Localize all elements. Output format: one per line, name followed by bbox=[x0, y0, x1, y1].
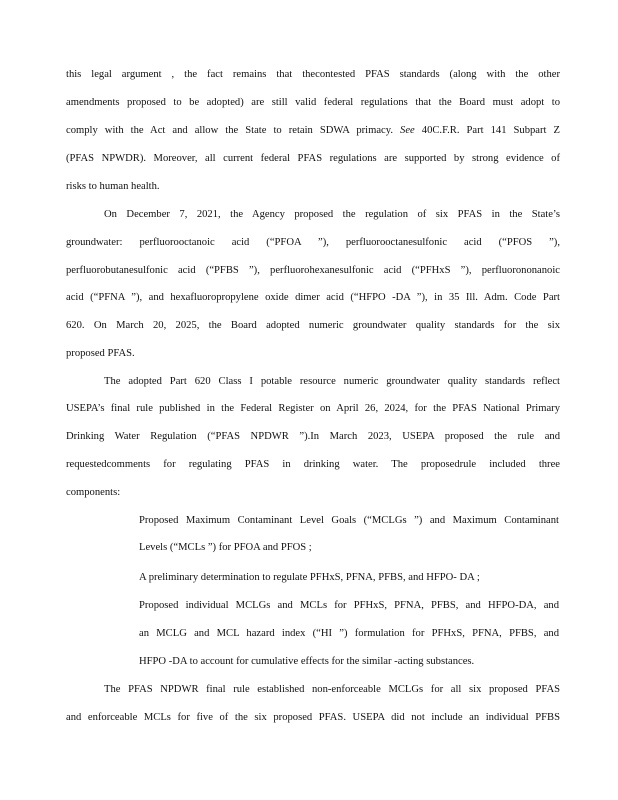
text-line: components: bbox=[66, 487, 121, 498]
text-line: acid (“PFNA ”), and hexafluoropropylene oxide dimer acid (“HFPO -DA ”), in 35 Ill. Adm. Code Part bbox=[66, 292, 560, 303]
text-line: On December 7, 2021, the Agency proposed the regulation of six PFAS in the State’s bbox=[104, 209, 560, 220]
text-line: risks to human health. bbox=[66, 181, 160, 192]
text-line: Levels (“MCLs ”) for PFOA and PFOS ; bbox=[139, 542, 312, 553]
text-line: Proposed Maximum Contaminant Level Goals (“MCLGs ”) and Maximum Contaminant bbox=[139, 515, 559, 526]
text-line: 620. On March 20, 2025, the Board adopted numeric groundwater quality standards for the six bbox=[66, 320, 560, 331]
citation-signal: See bbox=[400, 125, 415, 136]
text-line: Proposed individual MCLGs and MCLs for PFHxS, PFNA, PFBS, and HFPO-DA, and bbox=[139, 600, 559, 611]
text-line: groundwater: perfluorooctanoic acid (“PFOA ”), perfluorooctanesulfonic acid (“PFOS ”), bbox=[66, 237, 560, 248]
citation: 40C.F.R. Part 141 Subpart Z bbox=[421, 125, 560, 136]
text-line: this legal argument , the fact remains that thecontested PFAS standards (along with the other bbox=[66, 69, 560, 80]
text-line: perfluorobutanesulfonic acid (“PFBS ”), perfluorohexanesulfonic acid (“PFHxS ”), perfluorononanoic bbox=[66, 265, 560, 276]
bullet-icon bbox=[115, 571, 125, 585]
bullet-icon bbox=[115, 514, 125, 528]
text-line: The PFAS NPDWR final rule established non-enforceable MCLGs for all six proposed PFAS bbox=[104, 684, 560, 695]
text-line: The adopted Part 620 Class I potable resource numeric groundwater quality standards reflect bbox=[104, 376, 560, 387]
text-line: (PFAS NPWDR). Moreover, all current federal PFAS regulations are supported by strong evidence of bbox=[66, 153, 560, 164]
text-line: amendments proposed to be adopted) are still valid federal regulations that the Board must adopt to bbox=[66, 97, 560, 108]
text-line: and enforceable MCLs for five of the six proposed PFAS. USEPA did not include an individual PFBS bbox=[66, 712, 560, 723]
text-line: USEPA’s final rule published in the Federal Register on April 26, 2024, for the PFAS National Primary bbox=[66, 403, 560, 414]
text-line: proposed PFAS. bbox=[66, 348, 135, 359]
text-line: HFPO -DA to account for cumulative effects for the similar -acting substances. bbox=[139, 656, 475, 667]
text-line: A preliminary determination to regulate PFHxS, PFNA, PFBS, and HFPO- DA ; bbox=[139, 572, 480, 583]
text-line: Drinking Water Regulation (“PFAS NPDWR ”).In March 2023, USEPA proposed the rule and bbox=[66, 431, 560, 442]
bullet-icon bbox=[115, 599, 125, 613]
text-line: an MCLG and MCL hazard index (“HI ”) formulation for PFHxS, PFNA, PFBS, and bbox=[139, 628, 559, 639]
text-line: comply with the Act and allow the State to retain SDWA primacy. See 40C.F.R. Part 141 Subpart Z bbox=[66, 125, 560, 136]
text-line: requestedcomments for regulating PFAS in drinking water. The proposedrule included three bbox=[66, 459, 560, 470]
